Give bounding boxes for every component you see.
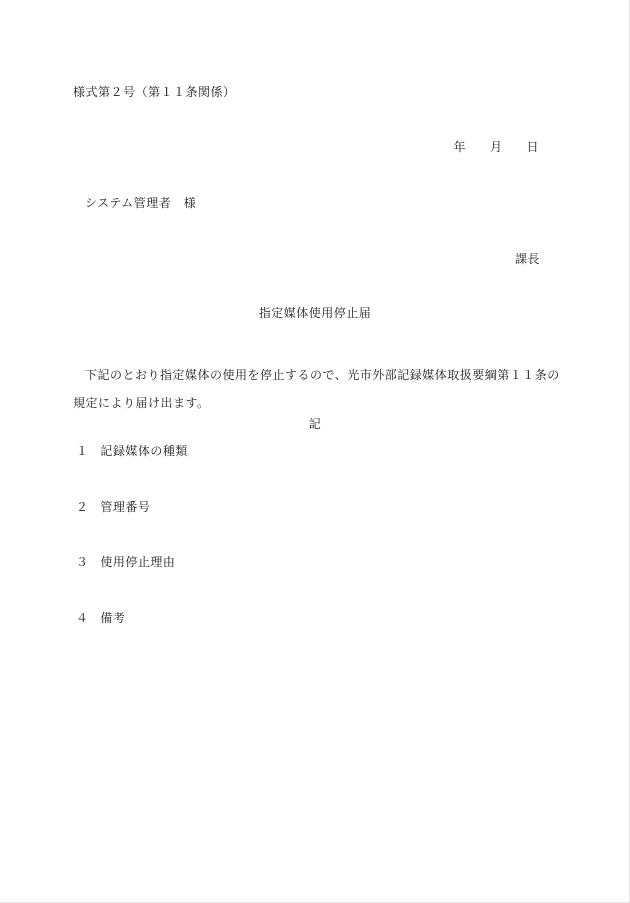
list-item <box>76 612 125 624</box>
list-item <box>76 501 150 513</box>
body-text: 下記のとおり指定媒体の使用を停止するので、光市外部記録媒体取扱要綱第１１条の規定により届け出ます。 <box>73 368 560 410</box>
form-number: 様式第２号（第１１条関係） <box>73 85 236 99</box>
date-line <box>453 141 539 153</box>
item-label: 備考 <box>100 611 126 625</box>
ki-heading: 記 <box>308 417 322 431</box>
date-year-label: 年 <box>453 140 466 154</box>
sender: 課長 <box>514 252 540 266</box>
date-month-label: 月 <box>489 140 503 154</box>
item-label: 記録媒体の種類 <box>100 444 188 458</box>
list-item <box>76 556 175 568</box>
date-day-label: 日 <box>526 140 539 154</box>
item-label: 使用停止理由 <box>100 555 176 569</box>
item-number: ４ <box>76 611 89 625</box>
document-title: 指定媒体使用停止届 <box>258 306 372 320</box>
list-item <box>76 445 188 457</box>
addressee: システム管理者 様 <box>85 196 197 210</box>
item-number: １ <box>76 444 89 458</box>
item-number: ２ <box>76 500 89 514</box>
item-number: ３ <box>76 555 89 569</box>
item-label: 管理番号 <box>100 500 151 514</box>
